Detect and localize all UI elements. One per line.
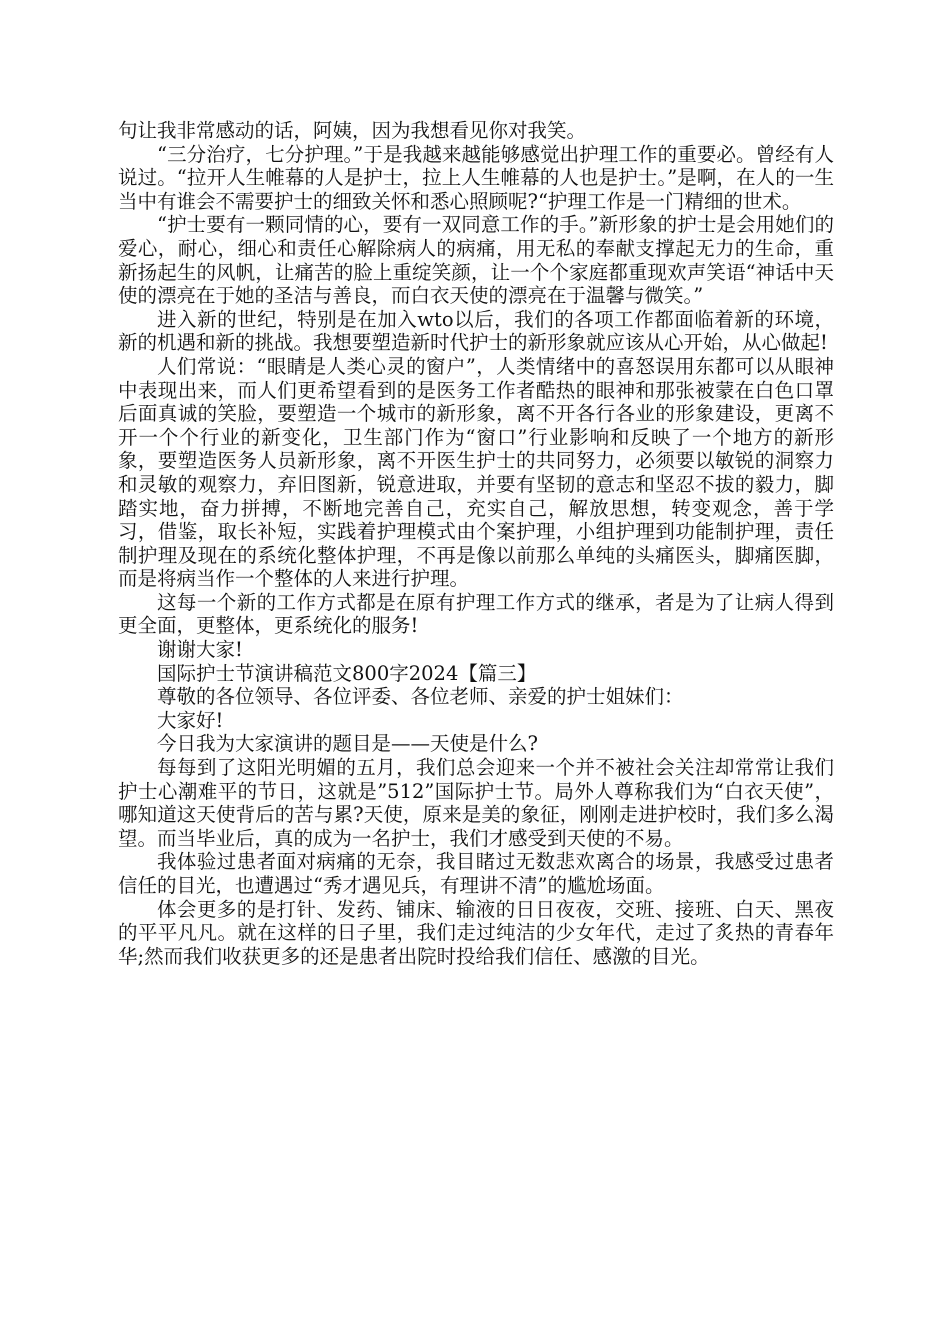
paragraph: 体会更多的是打针、发药、铺床、输液的日日夜夜，交班、接班、白天、黑夜的平平凡凡。就在这样的日子里，我们走过纯洁的少女年代，走过了炙热的青春年华;然而我们收获更多的还是患者出院时投给我们信任、感激的目光。 — [118, 897, 834, 968]
section-heading: 国际护士节演讲稿范文800字2024【篇三】 — [157, 661, 537, 685]
document-body — [118, 119, 834, 968]
paragraph: “三分治疗，七分护理。”于是我越来越能够感觉出护理工作的重要必。曾经有人说过。“拉开人生帷幕的人是护士，拉上人生帷幕的人也是护士。”是啊，在人的一生当中有谁会不需要护士的细致关怀和悉心照顾呢?“护理工作是一门精细的世术。 — [118, 142, 834, 213]
closing-line: 谢谢大家! — [157, 638, 243, 662]
paragraph: 今日我为大家演讲的题目是——天使是什么? — [157, 732, 538, 756]
paragraph: 句让我非常感动的话，阿姨，因为我想看见你对我笑。 — [118, 119, 587, 142]
greeting: 大家好! — [157, 708, 224, 732]
salutation: 尊敬的各位领导、各位评委、各位老师、亲爱的护士姐妹们： — [157, 685, 684, 709]
paragraph: 我体验过患者面对病痛的无奈，我目睹过无数悲欢离合的场景，我感受过患者信任的目光，也遭遇过“秀才遇见兵，有理讲不清”的尴尬场面。 — [118, 850, 834, 897]
paragraph: 人们常说：“眼睛是人类心灵的窗户”，人类情绪中的喜怒误用东都可以从眼神中表现出来，而人们更希望看到的是医务工作者酷热的眼神和那张被蒙在白色口罩后面真诚的笑脸，要塑造一个城市的新形象，离不开各行各业的形象建设，更离不开一个个行业的新变化，卫生部门作为“窗口”行业影响和反映了一个地方的新形象，要塑造医务人员新形象，离不开医生护士的共同努力，必须要以敏锐的洞察力和灵敏的观察力，弃旧图新，锐意进取，并要有坚韧的意志和坚忍不拔的毅力，脚踏实地，奋力拼搏，不断地完善自己，充实自己，解放思想，转变观念，善于学习，借鉴，取长补短，实践着护理模式由个案护理，小组护理到功能制护理，责任制护理及现在的系统化整体护理，不再是像以前那么单纯的头痛医头，脚痛医脚，而是将病当作一个整体的人来进行护理。 — [118, 354, 834, 591]
paragraph: 进入新的世纪，特别是在加入wto以后，我们的各项工作都面临着新的环境，新的机遇和新的挑战。我想要塑造新时代护士的新形象就应该从心开始，从心做起! — [118, 307, 834, 355]
paragraph: 每每到了这阳光明媚的五月，我们总会迎来一个并不被社会关注却常常让我们护士心潮难平的节日，这就是”512”国际护士节。局外人尊称我们为“白衣天使”，哪知道这天使背后的苦与累?天使，原来是美的象征，刚刚走进护校时，我们多么渴望。而当毕业后，真的成为一名护士，我们才感受到天使的不易。 — [118, 756, 834, 850]
paragraph: “护士要有一颗同情的心，要有一双同意工作的手。”新形象的护士是会用她们的爱心，耐心，细心和责任心解除病人的病痛，用无私的奉献支撑起无力的生命，重新扬起生的风帆，让痛苦的脸上重绽笑颜，让一个个家庭都重现欢声笑语“神话中天使的漂亮在于她的圣洁与善良，而白衣天使的漂亮在于温馨与微笑。” — [118, 213, 834, 308]
paragraph: 这每一个新的工作方式都是在原有护理工作方式的继承，者是为了让病人得到更全面，更整体，更系统化的服务! — [118, 590, 834, 638]
